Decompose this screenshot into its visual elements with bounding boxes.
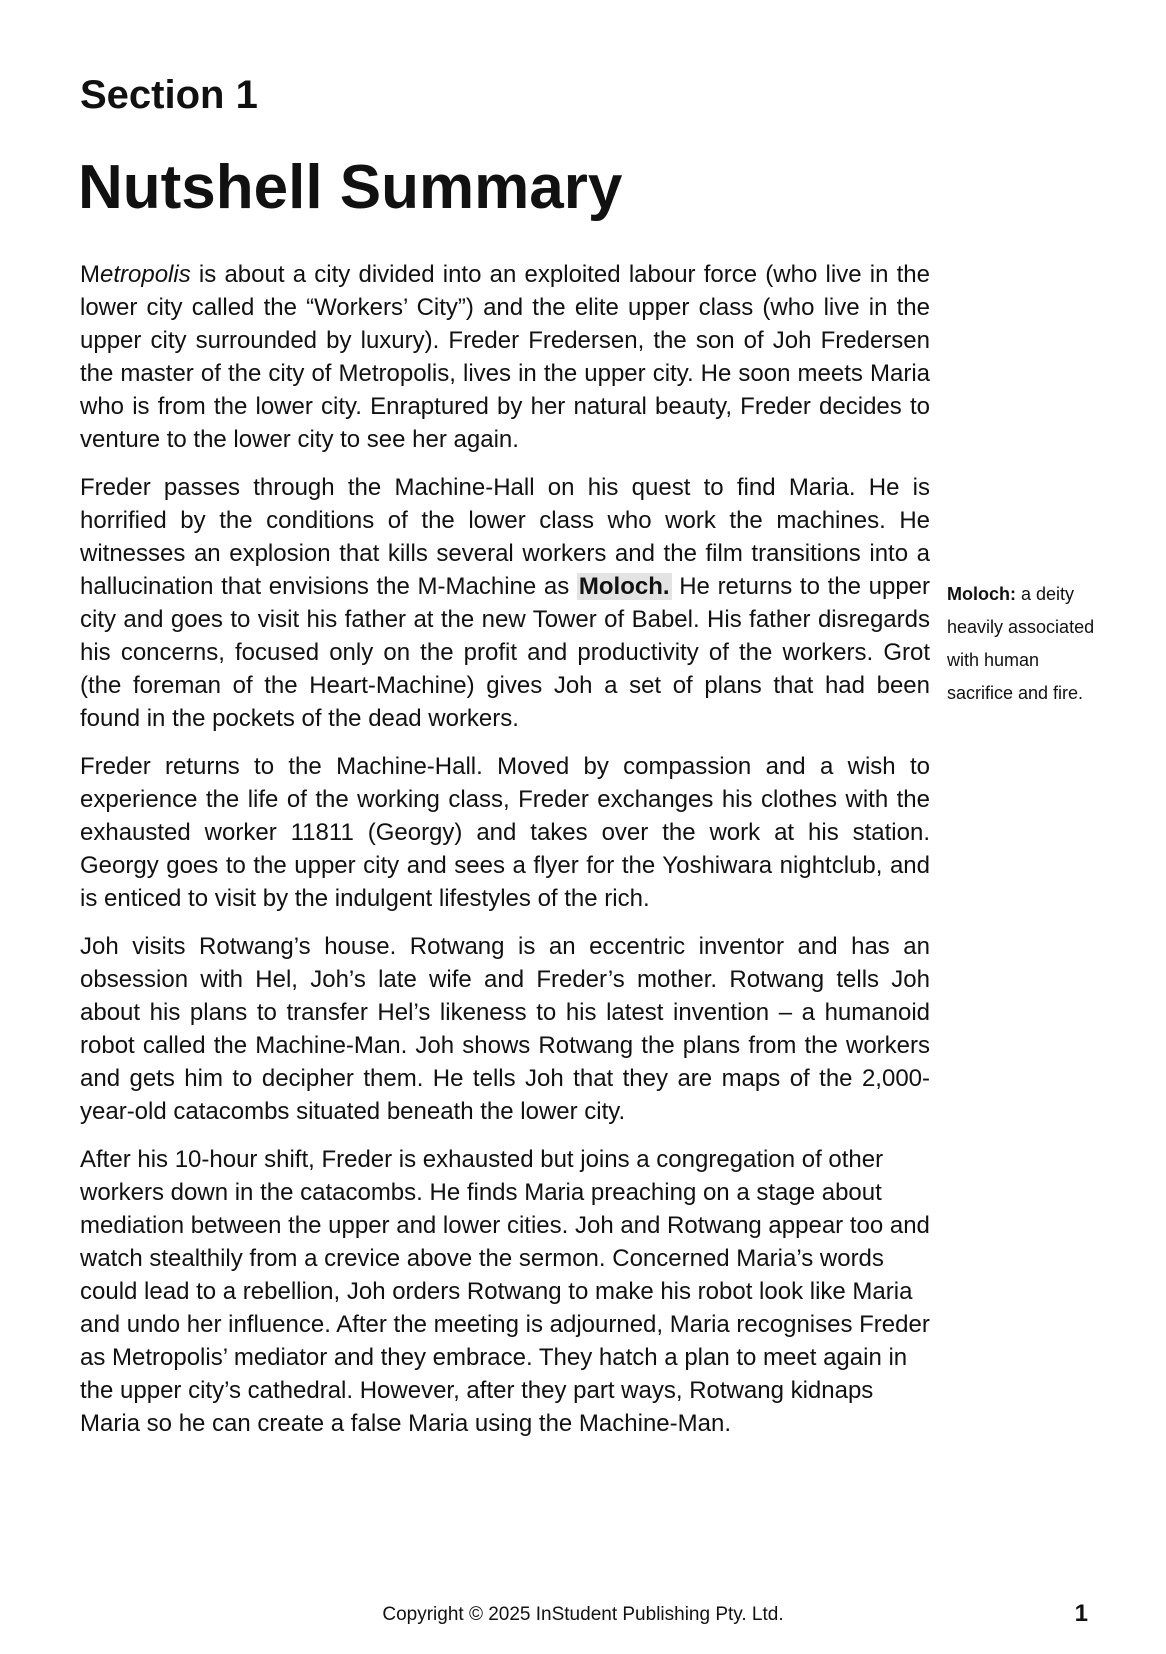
section-label: Section 1	[80, 73, 258, 117]
paragraph-3: Freder returns to the Machine-Hall. Moved by compassion and a wish to experience the life of the working class, Freder exchanges his clothes with the exhausted worker 11811 (Georgy) and takes over the work at his station. Georgy goes to the upper city and sees a flyer for the Yoshiwara nightclub, and is enticed to visit by the indulgent lifestyles of the rich.	[80, 753, 930, 912]
film-title-initial: M	[80, 261, 100, 288]
sidenote-term: Moloch:	[947, 584, 1016, 604]
paragraph-5: After his 10-hour shift, Freder is exhausted but joins a congregation of other workers down in the catacombs. He finds Maria preaching on a stage about mediation between the upper and lower cities. Joh and Rotwang appear too and watch stealthily from a crevice above the sermon. Concerned Maria’s words could lead to a rebellion, Joh orders Rotwang to make his robot look like Maria and undo her influence. After the meeting is adjourned, Maria recognises Freder as Metropolis’ mediator and they embrace. They hatch a plan to meet again in the upper city’s cathedral. However, after they part ways, Rotwang kidnaps Maria so he can create a false Maria using the Machine-Man.	[80, 1146, 930, 1437]
page-footer	[0, 1600, 1166, 1630]
paragraph-2-after: He returns to the upper city and goes to visit his father at the new Tower of Babel. His father disregards his concerns, focused only on the profit and productivity of the workers. Grot (the foreman of the Heart-Machine) gives Joh a set of plans that had been found in the pockets of the dead workers.	[80, 573, 931, 732]
sidenote-definition: a deity heavily associated with human sacrifice and fire.	[947, 584, 1095, 703]
copyright-notice: Copyright © 2025 InStudent Publishing Pty. Ltd.	[382, 1604, 784, 1625]
glossary-sidenote	[947, 578, 1107, 710]
paragraph-2	[80, 471, 930, 735]
page-number: 1	[1074, 1600, 1088, 1627]
paragraph-1-text: is about a city divided into an exploited labour force (who live in the lower city called the “Workers’ City”) and the elite upper class (who live in the upper city surrounded by luxury). Freder Fredersen, the son of Joh Fredersen the master of the city of Metropolis, lives in the upper city. He soon meets Maria who is from the lower city. Enraptured by her natural beauty, Freder decides to venture to the lower city to see her again.	[80, 261, 930, 453]
paragraph-4: Joh visits Rotwang’s house. Rotwang is an eccentric inventor and has an obsession with Hel, Joh’s late wife and Freder’s mother. Rotwang tells Joh about his plans to transfer Hel’s likeness to his latest invention – a humanoid robot called the Machine-Man. Joh shows Rotwang the plans from the workers and gets him to decipher them. He tells Joh that they are maps of the 2,000-year-old catacombs situated beneath the lower city.	[80, 933, 930, 1125]
paragraph-1	[80, 258, 930, 456]
film-title-italic: etropolis	[100, 261, 191, 288]
paragraph-2-before: Freder passes through the Machine-Hall on his quest to find Maria. He is horrified by the conditions of the lower class who work the machines. He witnesses an explosion that kills several workers and the film transitions into a hallucination that envisions the M-Machine as	[80, 474, 930, 600]
body-text	[80, 258, 930, 1455]
glossary-term-moloch: Moloch.	[578, 573, 670, 600]
page-title: Nutshell Summary	[78, 153, 623, 222]
